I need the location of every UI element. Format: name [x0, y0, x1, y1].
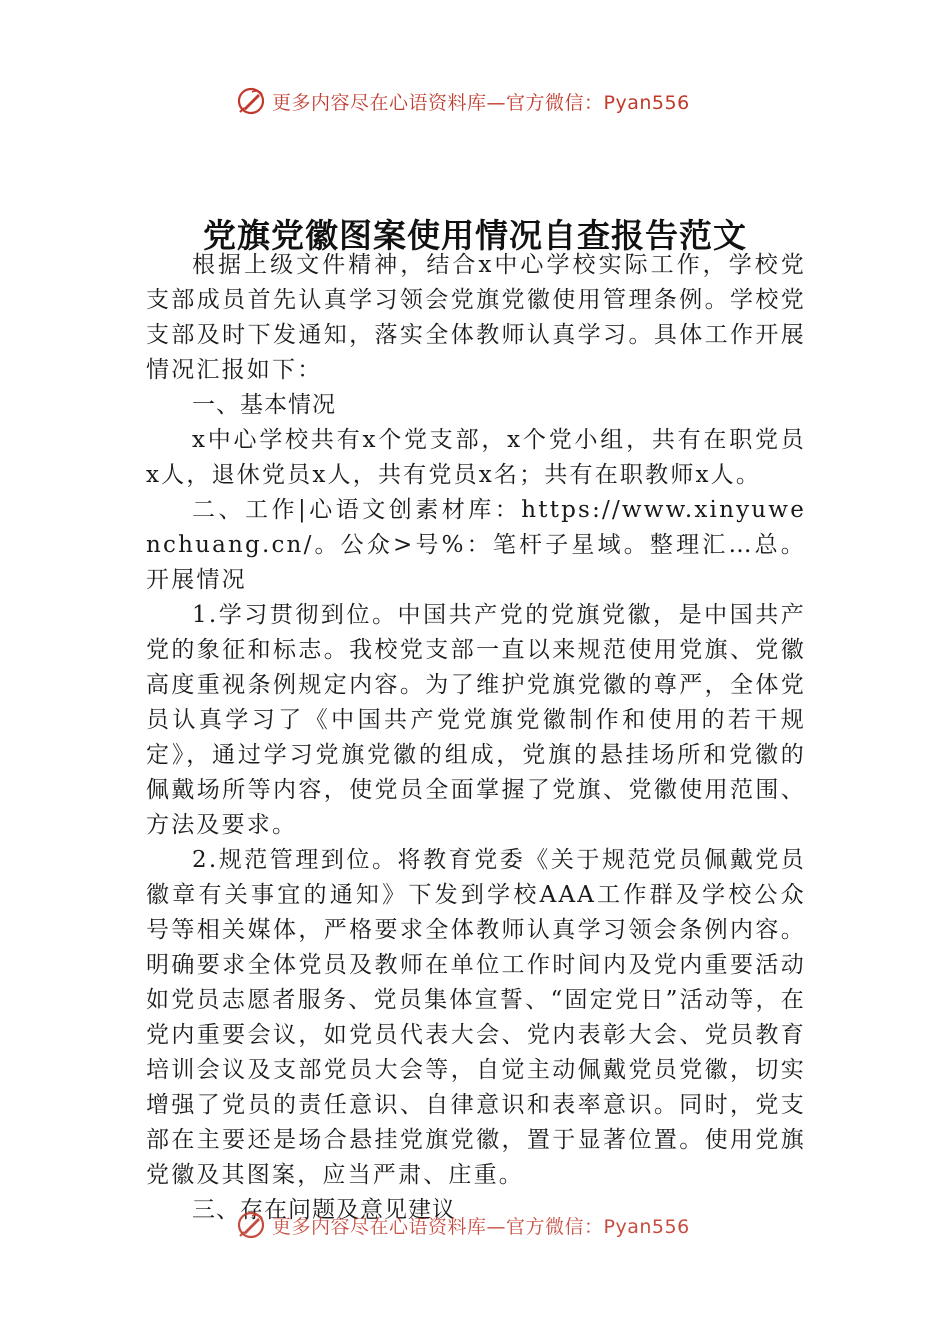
quill-logo-icon [236, 86, 266, 116]
intro-paragraph: 根据上级文件精神，结合x中心学校实际工作，学校党支部成员首先认真学习领会党旗党徽使用管理条例。学校党支部及时下发通知，落实全体教师认真学习。具体工作开展情况汇报如下： [146, 252, 806, 383]
watermark-text: 更多内容尽在心语资料库—官方微信：Pyan556 [272, 91, 690, 114]
basic-info-paragraph: x中心学校共有x个党支部，x个党小组，共有在职党员x人，退休党员x人，共有党员x名；共有在职教师x人。 [146, 427, 806, 488]
document-title: 党旗党徽图案使用情况自查报告范文 [203, 216, 747, 256]
quill-logo-icon [236, 1210, 266, 1240]
section-heading-issues: 三、存在问题及意见建议 [192, 1197, 456, 1223]
watermark-text: 更多内容尽在心语资料库—官方微信：Pyan556 [272, 1215, 690, 1238]
study-paragraph: 1.学习贯彻到位。中国共产党的党旗党徽，是中国共产党的象征和标志。我校党支部一直以来规范使用党旗、党徽高度重视条例规定内容。为了维护党旗党徽的尊严，全体党员认真学习了《中国共产党党旗党徽制作和使用的若干规定》，通过学习党旗党徽的组成，党旗的悬挂场所和党徽的佩戴场所等内容，使党员全面掌握了党旗、党徽使用范围、方法及要求。 [146, 602, 806, 838]
document-body [146, 248, 806, 1228]
section-heading-work: 二、工作|心语文创素材库：https://www.xinyuwenchuang.cn/。公众>号%：笔杆子星域。整理汇…总。开展情况 [146, 497, 806, 593]
section-heading-basic: 一、基本情况 [192, 392, 336, 418]
watermark-header [236, 86, 690, 116]
watermark-footer [236, 1210, 690, 1240]
management-paragraph: 2.规范管理到位。将教育党委《关于规范党员佩戴党员徽章有关事宜的通知》下发到学校AAA工作群及学校公众号等相关媒体，严格要求全体教师认真学习领会条例内容。明确要求全体党员及教师在单位工作时间内及党内重要活动如党员志愿者服务、党员集体宣誓、“固定党日”活动等，在党内重要会议，如党员代表大会、党内表彰大会、党员教育培训会议及支部党员大会等，自觉主动佩戴党员党徽，切实增强了党员的责任意识、自律意识和表率意识。同时，党支部在主要还是场合悬挂党旗党徽，置于显著位置。使用党旗党徽及其图案，应当严肃、庄重。 [146, 847, 806, 1188]
